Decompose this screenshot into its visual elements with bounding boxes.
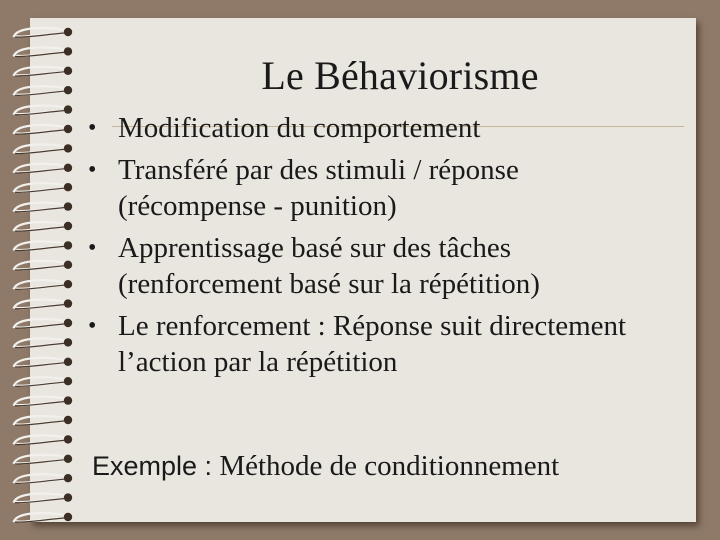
bullet-item <box>86 110 696 146</box>
binding-hole <box>64 28 72 36</box>
binding-hole <box>64 338 72 346</box>
binding-ring-shadow <box>15 208 64 212</box>
binding-hole <box>64 474 72 482</box>
bullet-text: Le renforcement : Réponse suit directement <box>118 310 627 342</box>
binding-hole <box>64 358 72 366</box>
spiral-binding-icon <box>0 0 90 540</box>
binding-hole <box>64 86 72 94</box>
binding-hole <box>64 47 72 55</box>
bullet-dot: • <box>88 313 97 339</box>
bullet-text-continued: (renforcement basé sur la répétition) <box>118 268 540 300</box>
binding-ring-shadow <box>15 33 64 37</box>
binding-hole <box>64 241 72 249</box>
bullet-text-continued: (récompense - punition) <box>118 190 397 222</box>
binding-ring-shadow <box>15 52 64 56</box>
binding-hole <box>64 222 72 230</box>
bullet-text-continued: l’action par la répétition <box>118 346 398 378</box>
binding-hole <box>64 261 72 269</box>
binding-ring-shadow <box>15 91 64 95</box>
binding-ring-shadow <box>15 479 64 483</box>
binding-hole <box>64 67 72 75</box>
bullet-dot: • <box>88 115 97 141</box>
binding-ring-shadow <box>15 363 64 367</box>
bullet-item <box>86 308 696 380</box>
bullet-text: Modification du comportement <box>118 112 481 144</box>
bullet-list <box>86 110 696 386</box>
binding-hole <box>64 105 72 113</box>
binding-ring-shadow <box>15 382 64 386</box>
binding-ring-shadow <box>15 285 64 289</box>
binding-hole <box>64 416 72 424</box>
binding-ring-shadow <box>15 130 64 134</box>
bullet-text: Transféré par des stimuli / réponse <box>118 154 519 186</box>
binding-hole <box>64 396 72 404</box>
binding-ring-shadow <box>15 460 64 464</box>
binding-hole <box>64 513 72 521</box>
binding-ring-shadow <box>15 169 64 173</box>
binding-ring-shadow <box>15 440 64 444</box>
binding-hole <box>64 125 72 133</box>
binding-ring-shadow <box>15 518 64 522</box>
binding-ring-shadow <box>15 402 64 406</box>
binding-ring-shadow <box>15 227 64 231</box>
binding-ring-shadow <box>15 246 64 250</box>
binding-hole <box>64 144 72 152</box>
binding-hole <box>64 435 72 443</box>
example-text: Méthode de conditionnement <box>219 450 560 482</box>
example-line <box>92 450 692 483</box>
binding-ring-shadow <box>15 188 64 192</box>
binding-ring-shadow <box>15 324 64 328</box>
slide-title: Le Béhaviorisme <box>261 53 539 98</box>
binding-ring-shadow <box>15 421 64 425</box>
binding-hole <box>64 299 72 307</box>
binding-hole <box>64 280 72 288</box>
binding-ring-shadow <box>15 72 64 76</box>
binding-ring-shadow <box>15 111 64 115</box>
binding-hole <box>64 183 72 191</box>
bullet-text: Apprentissage basé sur des tâches <box>118 232 511 264</box>
binding-ring-shadow <box>15 305 64 309</box>
binding-hole <box>64 202 72 210</box>
binding-hole <box>64 164 72 172</box>
binding-hole <box>64 493 72 501</box>
binding-ring-shadow <box>15 266 64 270</box>
binding-hole <box>64 319 72 327</box>
bullet-item <box>86 230 696 302</box>
binding-hole <box>64 455 72 463</box>
bullet-dot: • <box>88 235 97 261</box>
binding-ring-shadow <box>15 343 64 347</box>
binding-ring-shadow <box>15 499 64 503</box>
example-label: Exemple : <box>92 451 213 481</box>
bullet-dot: • <box>88 157 97 183</box>
bullet-item <box>86 152 696 224</box>
binding-ring-shadow <box>15 149 64 153</box>
binding-hole <box>64 377 72 385</box>
